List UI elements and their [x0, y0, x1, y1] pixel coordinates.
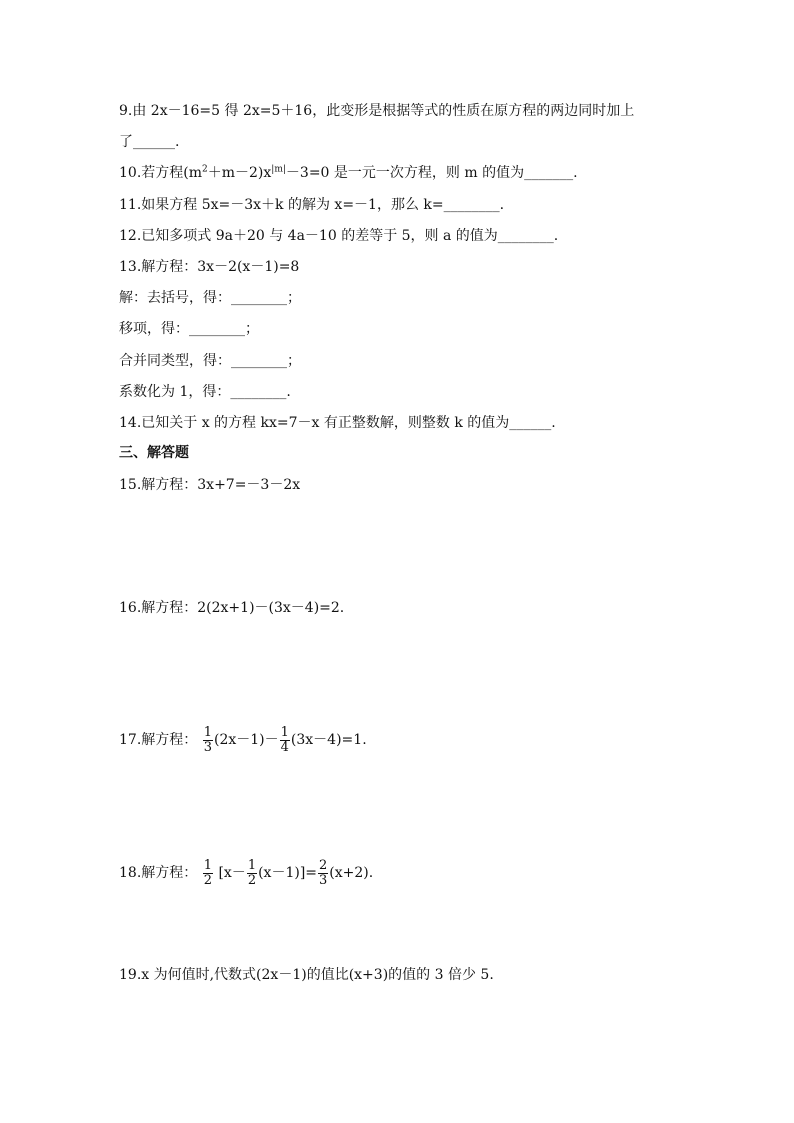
q10-abs-exponent: |m| — [271, 164, 286, 175]
q13-step1: 解：去括号，得：________； — [119, 290, 301, 306]
q13-step2: 移项，得：________； — [119, 321, 259, 337]
q17-fraction-2 — [280, 726, 290, 755]
q17-prefix: 17.解方程： — [119, 732, 198, 748]
q17-mid: (2x－1)－ — [214, 732, 279, 748]
question-14: 14.已知关于 x 的方程 kx=7－x 有正整数解，则整数 k 的值为______. — [119, 415, 556, 431]
q17-end: (3x－4)=1. — [290, 732, 367, 748]
question-15: 15.解方程：3x+7=－3－2x — [119, 477, 301, 493]
q18-prefix: 18.解方程： — [119, 865, 198, 881]
q13-title: 13.解方程：3x－2(x－1)=8 — [119, 259, 300, 275]
question-12: 12.已知多项式 9a＋20 与 4a－10 的差等于 5，则 a 的值为________. — [119, 228, 559, 244]
q18-f1-numerator: 1 — [203, 857, 212, 873]
q10-exponent: 2 — [202, 164, 208, 175]
q18-fraction-2 — [247, 859, 257, 888]
question-18 — [119, 853, 373, 893]
question-11: 11.如果方程 5x=－3x＋k 的解为 x=－1，那么 k=________. — [119, 197, 505, 213]
q18-fraction-1 — [203, 859, 213, 888]
q18-f1-denominator: 2 — [203, 872, 212, 888]
section-heading: 三、解答题 — [119, 445, 189, 461]
q18-f3-denominator: 3 — [319, 872, 328, 888]
q10-part-b: ＋m－2)x — [207, 165, 272, 181]
q18-f2-denominator: 2 — [247, 872, 257, 888]
q18-part-b: (x－1)]= — [258, 865, 318, 881]
q18-fraction-3 — [318, 859, 328, 888]
question-17 — [119, 720, 367, 760]
question-16: 16.解方程：2(2x+1)－(3x－4)=2. — [119, 600, 345, 616]
q13-step4: 系数化为 1，得：________. — [119, 384, 291, 400]
q17-fraction-1 — [203, 726, 213, 755]
q10-part-a: 10.若方程(m — [119, 165, 203, 181]
q10-part-c: －3=0 是一元一次方程，则 m 的值为_______. — [285, 165, 578, 181]
q17-f2-numerator: 1 — [280, 724, 289, 740]
q18-end: (x+2). — [329, 865, 374, 881]
question-10 — [119, 163, 578, 183]
q18-f3-numerator: 2 — [319, 857, 328, 873]
q18-part-a: [x－ — [214, 865, 246, 881]
q13-step3: 合并同类型，得：________； — [119, 353, 301, 369]
q17-f2-denominator: 4 — [280, 739, 289, 755]
question-9-line1: 9.由 2x－16=5 得 2x=5＋16，此变形是根据等式的性质在原方程的两边同时加上 — [119, 103, 635, 119]
q17-f1-denominator: 3 — [203, 739, 212, 755]
question-9-line2: 了______. — [119, 134, 180, 150]
q18-f2-numerator: 1 — [247, 857, 257, 873]
q17-f1-numerator: 1 — [203, 724, 212, 740]
question-19: 19.x 为何值时,代数式(2x－1)的值比(x+3)的值的 3 倍少 5. — [119, 967, 494, 983]
